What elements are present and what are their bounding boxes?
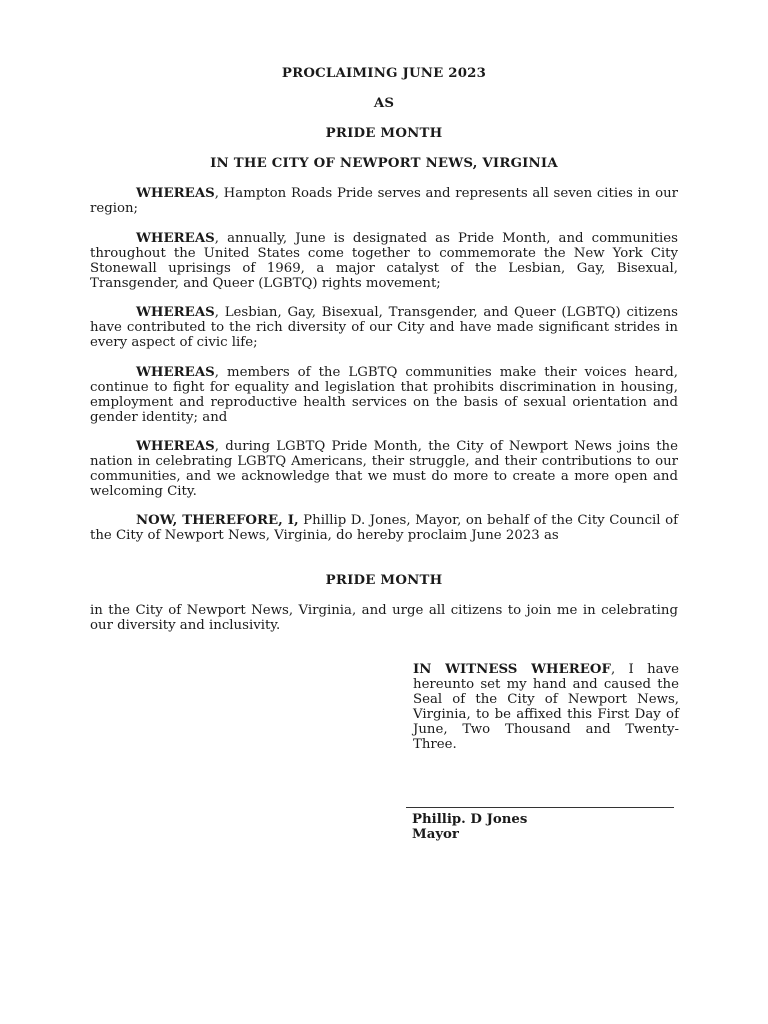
whereas-paragraph-4 bbox=[90, 365, 678, 425]
witness-lead: IN WITNESS WHEREOF bbox=[413, 662, 611, 677]
whereas-text: , during LGBTQ Pride Month, the City of Newport News joins the nation in celebrating LGBTQ Americans, their struggle, and their contributions to our communities, and we acknowledge that we must do more to create a more open and welcoming City. bbox=[90, 439, 678, 499]
heading-line-3: PRIDE MONTH bbox=[325, 126, 443, 141]
whereas-text: , Hampton Roads Pride serves and represents all seven cities in our region; bbox=[90, 186, 678, 216]
heading-line-2: AS bbox=[373, 96, 395, 111]
closing-paragraph: in the City of Newport News, Virginia, and urge all citizens to join me in celebrating our diversity and inclusivity. bbox=[90, 603, 678, 633]
whereas-paragraph-2 bbox=[90, 231, 678, 291]
heading-line-1: PROCLAIMING JUNE 2023 bbox=[281, 66, 487, 81]
whereas-paragraph-1 bbox=[90, 186, 678, 216]
therefore-lead: NOW, THEREFORE, I, bbox=[136, 513, 299, 528]
proclamation-page bbox=[90, 0, 678, 1024]
whereas-text: , Lesbian, Gay, Bisexual, Transgender, and Queer (LGBTQ) citizens have contributed to the rich diversity of our City and have made significant strides in every aspect of civic life; bbox=[90, 305, 678, 350]
proclaimed-title: PRIDE MONTH bbox=[325, 573, 443, 588]
whereas-text: , annually, June is designated as Pride Month, and communities throughout the United States come together to commemorate the New York City Stonewall uprisings of 1969, a major catalyst of the Lesbian, Gay, Bisexual, Transgender, and Queer (LGBTQ) rights movement; bbox=[90, 231, 678, 291]
signature-name: Phillip. D Jones bbox=[412, 812, 528, 827]
signature-line bbox=[406, 807, 674, 808]
whereas-lead: WHEREAS bbox=[136, 231, 215, 246]
whereas-lead: WHEREAS bbox=[136, 305, 215, 320]
whereas-lead: WHEREAS bbox=[136, 186, 215, 201]
witness-text: , I have hereunto set my hand and caused the Seal of the City of Newport News, Virginia, to be affixed this First Day of June, Two Thousand and Twenty-Three. bbox=[413, 662, 679, 752]
whereas-paragraph-3 bbox=[90, 305, 678, 350]
therefore-paragraph bbox=[90, 513, 678, 543]
heading-line-4: IN THE CITY OF NEWPORT NEWS, VIRGINIA bbox=[210, 156, 558, 171]
therefore-text: Phillip D. Jones, Mayor, on behalf of the City Council of the City of Newport News, Virginia, do hereby proclaim June 2023 as bbox=[90, 513, 679, 543]
whereas-lead: WHEREAS bbox=[136, 365, 215, 380]
whereas-text: , members of the LGBTQ communities make their voices heard, continue to fight for equality and legislation that prohibits discrimination in housing, employment and reproductive health services on the basis of sexual orientation and gender identity; and bbox=[90, 365, 678, 425]
whereas-lead: WHEREAS bbox=[136, 439, 215, 454]
witness-paragraph bbox=[413, 662, 679, 752]
whereas-paragraph-5 bbox=[90, 439, 678, 499]
signature-title: Mayor bbox=[412, 827, 459, 842]
